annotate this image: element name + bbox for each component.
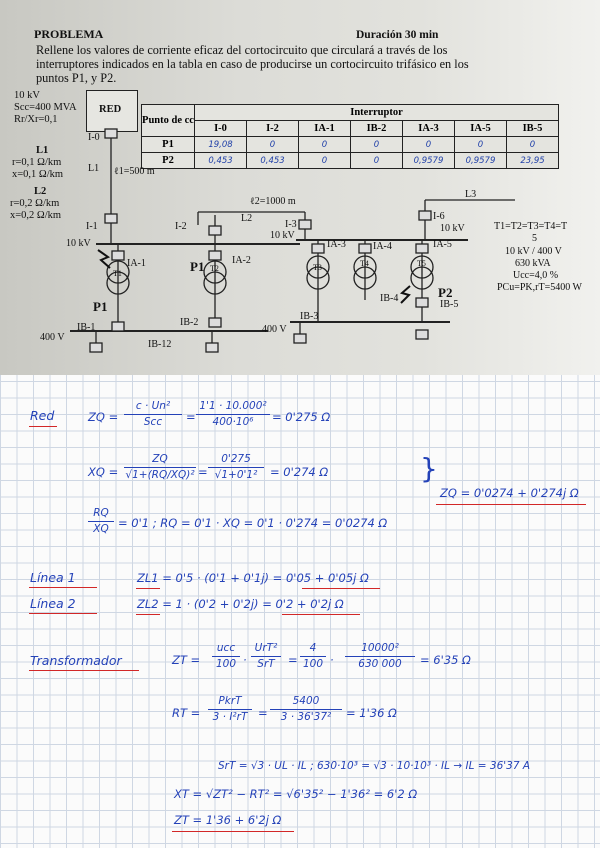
cell: 0,9579 [403,153,455,169]
rt-numerator: PkrT [208,696,252,710]
zt-f1-den: 100 [215,657,237,670]
cell: 0 [507,137,559,153]
xq-denominator: √1+(RQ/XQ)² [125,468,195,481]
zl2-result-underline [282,614,360,615]
zt-total-underline [172,831,294,832]
cell: 19,08 [195,137,247,153]
xq-fraction [124,454,196,480]
equals-sign: = [288,653,298,667]
label-i1: I-1 [86,221,98,232]
zl1-lhs-underline [136,588,160,589]
cell: 0,453 [195,153,247,169]
zq-total-underline [436,504,586,505]
xt-line: XT = √ZT² − RT² = √6'35² − 1'36² = 6'2 Ω [174,787,418,801]
brace: } [420,452,438,485]
zt-total: ZT = 1'36 + 6'2j Ω [174,813,282,827]
cell: 0,9579 [455,153,507,169]
label-ib4: IB-4 [380,293,399,304]
zt-fraction-2 [251,643,281,669]
rt-fraction [208,696,252,722]
cell: 0 [299,153,351,169]
rq-ratio-num: RQ [88,508,114,522]
zt-f3-num: 4 [300,643,326,657]
cell: 0 [247,137,299,153]
label-t1: T1 [113,269,122,278]
label-p2: P2 [438,285,453,300]
red-box-label: RED [99,104,122,115]
row-label: P1 [142,137,195,153]
red-underline [29,426,57,427]
zq-denominator-values: 400·10⁶ [212,415,254,428]
l1-title: L1 [36,145,49,156]
label-bus-10kv-a: 10 kV [66,238,91,249]
xq-numerator: ZQ [124,454,196,468]
label-ia2: IA-2 [232,255,251,266]
label-i3: I-3 [285,219,297,230]
problem-sheet [0,0,600,375]
label-l2: L2 [241,213,253,224]
cell: 23,95 [507,153,559,169]
source-voltage: 10 kV [14,90,40,101]
section-line1-label: Línea 1 [30,570,76,585]
col-ia5: IA-5 [455,121,507,137]
tr-power: 630 kVA [515,258,551,269]
label-p1-a: P1 [93,299,108,314]
l2-title: L2 [34,186,47,197]
xq-denominator-values: √1+0'1² [214,468,258,481]
label-ib3: IB-3 [300,311,319,322]
equals-sign: = [198,465,208,479]
label-t3: T3 [313,263,322,272]
zl1-equation: ZL1 = 0'5 · (0'1 + 0'1j) = 0'05 + 0'05j Ω [137,571,369,585]
zt-lhs: ZT = [172,653,201,667]
zq-numerator: c · Un² [124,401,182,415]
source-scc: Scc=400 MVA [14,102,77,113]
zl2-equation: ZL2 = 1 · (0'2 + 0'2j) = 0'2 + 0'2j Ω [137,597,344,611]
zt-f4-num: 10000² [345,643,415,657]
zq-total: ZQ = 0'0274 + 0'274j Ω [440,486,579,500]
tr-ucc: Ucc=4,0 % [513,270,559,281]
label-ib2: IB-2 [180,317,199,328]
xq-numerator-values: 0'275 [208,454,264,468]
label-l2-length: ℓ2=1000 m [250,196,296,207]
label-ia3: IA-3 [327,239,346,250]
cell: 0 [455,137,507,153]
zl2-lhs-underline [136,614,160,615]
problem-title: PROBLEMA [34,27,104,41]
rq-xq-ratio [88,508,114,534]
zq-denominator: Scc [143,415,163,428]
label-ia1: IA-1 [127,258,146,269]
label-i2: I-2 [175,221,187,232]
cell: 0 [351,137,403,153]
line1-label-underline [29,587,97,588]
equals-sign: = [258,706,268,720]
zt-fraction-3 [300,643,326,669]
label-t4: T4 [360,259,369,268]
label-ib5: IB-5 [440,299,459,310]
line2-label-underline [29,613,97,614]
tr-pcu: PCu=PK,rT=5400 W [497,282,582,293]
label-bus-10kv-c: 10 kV [440,223,465,234]
cell: 0 [351,153,403,169]
rq-ratio-den: XQ [93,522,109,535]
label-t2: T2 [210,264,219,273]
zt-f2-den: SrT [257,657,275,670]
tr-eq-5: 5 [532,233,537,244]
dot-operator: · [243,653,247,667]
equals-sign: = [186,410,196,424]
statement-line-2: interruptores indicados en la tabla en caso de producirse un cortocircuito trifásico en los [36,57,469,71]
label-bus-10kv-b: 10 kV [270,230,295,241]
table-header-point: Punto de cc [142,105,195,137]
transformer-underline [29,670,139,671]
zq-fraction-values [196,401,270,427]
label-i6: I-6 [433,211,445,222]
col-ia1: IA-1 [299,121,351,137]
zt-f4-den: 630 000 [358,657,402,670]
zt-fraction-1 [212,643,240,669]
col-ib5: IB-5 [507,121,559,137]
srt-line: SrT = √3 · UL · IL ; 630·10³ = √3 · 10·10³ · IL → IL = 36'37 A [218,760,531,772]
zq-numerator-values: 1'1 · 10.000² [196,401,270,415]
zt-f2-num: UrT² [251,643,281,657]
rt-denominator-values: 3 · 36'37² [280,710,332,723]
label-ib1: IB-1 [77,322,96,333]
col-ib2: IB-2 [351,121,403,137]
xq-lhs: XQ = [88,465,119,479]
cell: 0 [299,137,351,153]
tr-eq: T1=T2=T3=T4=T [494,221,568,232]
col-ia3: IA-3 [403,121,455,137]
label-l1: L1 [88,163,100,174]
source-ratio: Rr/Xr=0,1 [14,114,58,125]
rt-result: = 1'36 Ω [346,706,397,720]
solution-grid-sheet [0,375,600,848]
label-p1-b: P1 [190,259,205,274]
statement-line-1: Rellene los valores de corriente eficaz del cortocircuito que circulará a través de los [36,43,448,57]
col-i0: I-0 [195,121,247,137]
l2-r: r=0,2 Ω/km [10,198,60,209]
zt-f3-den: 100 [302,657,324,670]
zq-result: = 0'275 Ω [272,410,331,424]
statement-line-3: puntos P1, y P2. [36,71,117,85]
l1-x: x=0,1 Ω/km [12,169,64,180]
zt-result: = 6'35 Ω [420,653,471,667]
label-ib12: IB-12 [148,339,172,350]
col-i2: I-2 [247,121,299,137]
xq-result: = 0'274 Ω [270,465,329,479]
label-bus-400v-b: 400 V [262,324,287,335]
label-l1-length: ℓ1=500 m [114,166,155,177]
label-l3: L3 [465,189,477,200]
l1-r: r=0,1 Ω/km [12,157,62,168]
rt-numerator-values: 5400 [270,696,342,710]
label-t5: T5 [417,259,426,268]
table-header-interruptor: Interruptor [195,105,559,121]
label-i0: I-0 [88,132,100,143]
section-transformer-label: Transformador [30,653,122,668]
section-red-label: Red [30,408,55,423]
duration: Duración 30 min [356,29,439,41]
label-ia4: IA-4 [373,241,392,252]
rq-line: = 0'1 ; RQ = 0'1 · XQ = 0'1 · 0'274 = 0'0274 Ω [118,516,388,530]
label-ia5: IA-5 [433,239,452,250]
rt-lhs: RT = [172,706,201,720]
rt-denominator: 3 · I²rT [212,710,248,723]
row-label: P2 [142,153,195,169]
l2-x: x=0,2 Ω/km [10,210,62,221]
zt-fraction-4 [345,643,415,669]
zt-f1-num: ucc [212,643,240,657]
zq-lhs: ZQ = [88,410,119,424]
dot-operator: · [330,653,334,667]
zq-fraction [124,401,182,427]
tr-voltage: 10 kV / 400 V [505,246,562,257]
xq-fraction-values [208,454,264,480]
label-bus-400v-a: 400 V [40,332,65,343]
rt-fraction-values [270,696,342,722]
section-line2-label: Línea 2 [30,596,76,611]
cell: 0 [403,137,455,153]
cell: 0,453 [247,153,299,169]
zl1-result-underline [302,588,380,589]
